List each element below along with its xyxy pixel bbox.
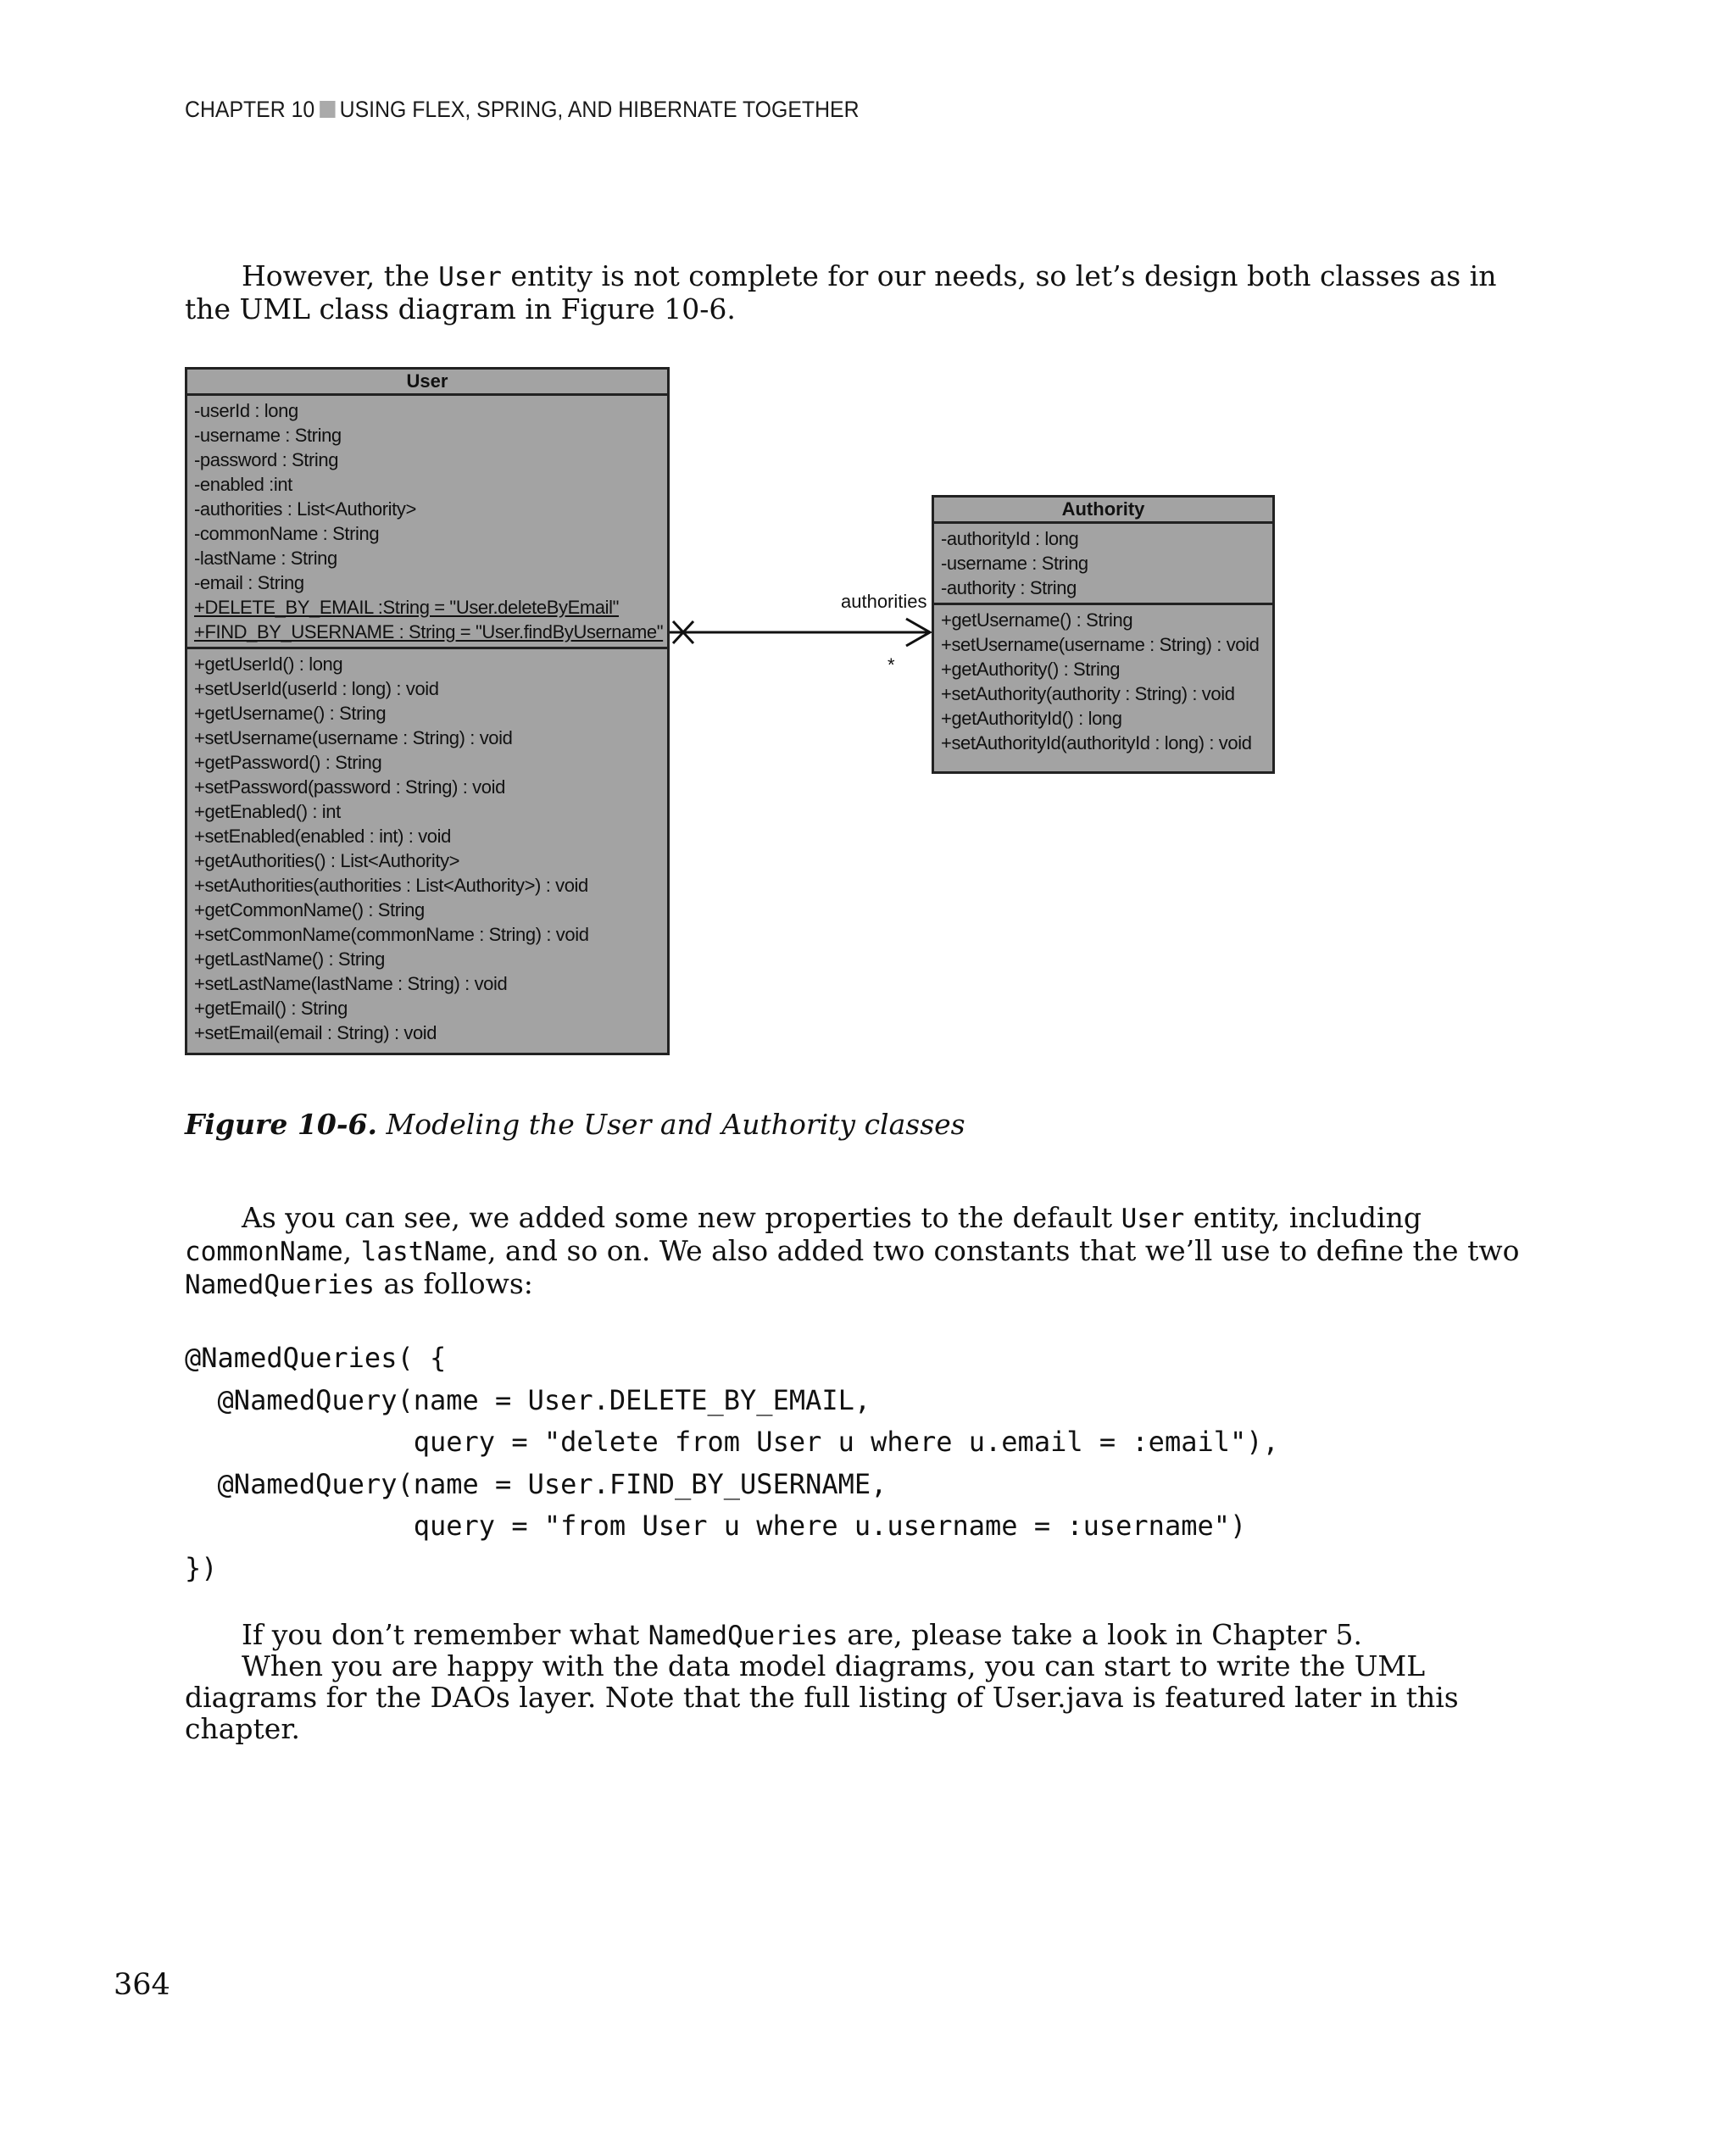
authority-operation: +setUsername(username : String) : void bbox=[941, 634, 1260, 655]
user-class-name: User bbox=[187, 370, 667, 396]
user-operation: +setEnabled(enabled : int) : void bbox=[194, 826, 451, 847]
non-navigable-x-icon bbox=[673, 621, 693, 643]
user-attributes bbox=[187, 396, 667, 649]
authority-attribute: -authorityId : long bbox=[941, 528, 1079, 549]
user-operation: +setPassword(password : String) : void bbox=[194, 776, 505, 798]
code-listing: @NamedQueries( { @NamedQuery(name = User.DELETE_BY_EMAIL, query = "delete from User u where u.email = :email"), @NamedQuery(name = User.FIND_BY_USERNAME, query = "from User u where u.username = :username") }) bbox=[185, 1342, 1279, 1584]
user-operation: +setLastName(lastName : String) : void bbox=[194, 973, 508, 994]
authority-class-box bbox=[932, 495, 1275, 774]
user-operation: +getPassword() : String bbox=[194, 752, 382, 773]
figure-caption-text: Modeling the User and Authority classes bbox=[376, 1108, 965, 1141]
user-attribute: -password : String bbox=[194, 449, 339, 470]
user-operation: +getAuthorities() : List<Authority> bbox=[194, 850, 460, 871]
user-operation: +getLastName() : String bbox=[194, 948, 385, 970]
user-static-attribute: +DELETE_BY_EMAIL :String = "User.deleteByEmail" bbox=[194, 597, 620, 618]
user-operation: +setCommonName(commonName : String) : void bbox=[194, 924, 589, 945]
inline-code: NamedQueries bbox=[185, 1270, 375, 1300]
authority-operation: +getUsername() : String bbox=[941, 609, 1133, 631]
user-operation: +getCommonName() : String bbox=[194, 899, 425, 920]
header-square-icon bbox=[320, 101, 335, 118]
user-attribute: -username : String bbox=[194, 425, 342, 446]
authority-attributes bbox=[934, 524, 1272, 605]
page-number: 364 bbox=[114, 1968, 170, 2002]
association-multiplicity: * bbox=[887, 654, 895, 676]
user-attribute: -email : String bbox=[194, 572, 304, 593]
inline-code: User bbox=[438, 262, 502, 292]
user-class-box bbox=[185, 367, 670, 1055]
authority-operation: +getAuthority() : String bbox=[941, 659, 1121, 680]
figure-caption bbox=[185, 1108, 965, 1141]
inline-code: lastName bbox=[360, 1237, 487, 1267]
non-navigable-x-icon bbox=[673, 621, 693, 643]
user-operation: +setUsername(username : String) : void bbox=[194, 727, 513, 748]
user-operation: +getEnabled() : int bbox=[194, 801, 341, 822]
navigable-arrowhead-icon bbox=[906, 619, 930, 646]
user-attribute: -lastName : String bbox=[194, 548, 337, 569]
authority-attribute: -username : String bbox=[941, 553, 1088, 574]
body-paragraph: As you can see, we added some new properties to the default User entity, including commonName, lastName, and so on. We also added two constants that we’ll use to define the two NamedQueries as follows: bbox=[185, 1201, 1520, 1300]
inline-code: commonName bbox=[185, 1237, 343, 1267]
intro-paragraph: However, the User entity is not complete for our needs, so let’s design both classes as in the UML class diagram in Figure 10-6. bbox=[185, 259, 1497, 325]
user-attribute: -commonName : String bbox=[194, 523, 380, 544]
user-operation: +setUserId(userId : long) : void bbox=[194, 678, 439, 699]
body-paragraph: When you are happy with the data model diagrams, you can start to write the UML diagrams for the DAOs layer. Note that the full listing of User.java is featured later in this chapter. bbox=[185, 1649, 1459, 1745]
user-static-attribute: +FIND_BY_USERNAME : String = "User.findByUsername" bbox=[194, 621, 664, 642]
chapter-title: USING FLEX, SPRING, AND HIBERNATE TOGETHER bbox=[339, 97, 860, 122]
body-paragraph: If you don’t remember what NamedQueries are, please take a look in Chapter 5. bbox=[242, 1618, 1363, 1651]
authority-operations bbox=[934, 605, 1272, 758]
user-operations bbox=[187, 649, 667, 1048]
inline-code: User bbox=[1121, 1204, 1185, 1234]
figure-number: Figure 10-6. bbox=[185, 1108, 377, 1141]
user-operation: +getEmail() : String bbox=[194, 998, 348, 1019]
inline-code: NamedQueries bbox=[648, 1621, 838, 1651]
user-attribute: -userId : long bbox=[194, 400, 298, 421]
authority-operation: +setAuthority(authority : String) : void bbox=[941, 683, 1235, 704]
user-operation: +setEmail(email : String) : void bbox=[194, 1022, 437, 1043]
authority-operation: +setAuthorityId(authorityId : long) : void bbox=[941, 732, 1252, 754]
association-role-label: authorities bbox=[841, 591, 927, 612]
running-header bbox=[185, 97, 860, 123]
authority-class-name: Authority bbox=[934, 498, 1272, 524]
user-attribute: -enabled :int bbox=[194, 474, 292, 495]
user-attribute: -authorities : List<Authority> bbox=[194, 498, 416, 520]
authority-operation: +getAuthorityId() : long bbox=[941, 708, 1122, 729]
user-operation: +getUsername() : String bbox=[194, 703, 387, 724]
user-operation: +setAuthorities(authorities : List<Authority>) : void bbox=[194, 875, 588, 896]
authority-attribute: -authority : String bbox=[941, 577, 1077, 598]
user-operation: +getUserId() : long bbox=[194, 653, 343, 675]
chapter-label: CHAPTER 10 bbox=[185, 97, 315, 122]
